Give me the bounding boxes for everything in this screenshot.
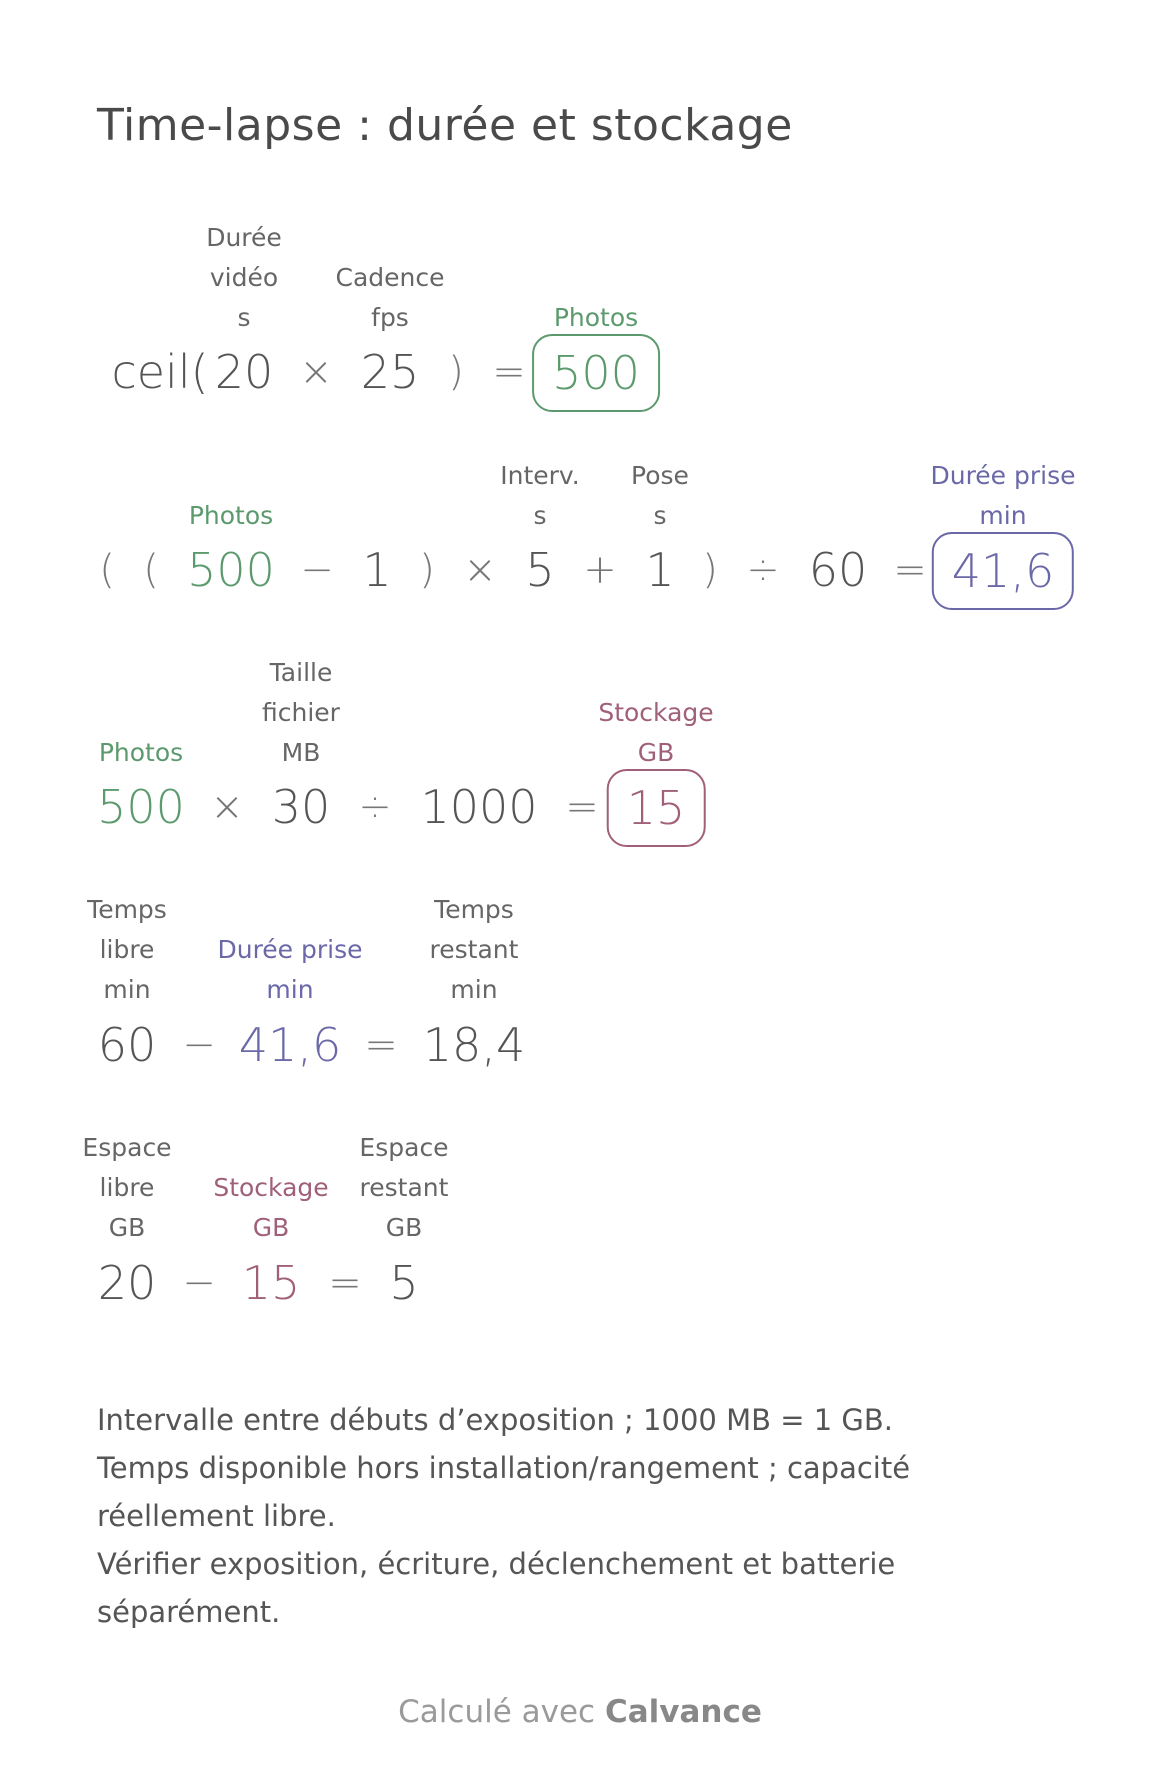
label-photos: Photos	[188, 501, 274, 530]
value-shooting-duration: 41,6	[238, 1018, 342, 1072]
operator-times: ×	[210, 784, 244, 830]
value-remaining-time: 18,4	[422, 1018, 526, 1072]
value-remaining-space: 5	[389, 1256, 419, 1310]
value-video-duration: 20	[214, 345, 274, 399]
operator-equals: =	[565, 784, 599, 830]
page-title: Time-lapse : durée et stockage	[97, 100, 793, 151]
note-line: Vérifier exposition, écriture, déclenchement et batterie séparément.	[97, 1547, 896, 1629]
label-shooting-duration: Durée prise min	[217, 935, 363, 1004]
label-interval: Interv. s	[500, 461, 580, 530]
value-interval: 5	[525, 543, 555, 597]
value-free-time: 60	[97, 1018, 157, 1072]
note-line: Temps disponible hors installation/rangement ; capacité réellement libre.	[97, 1451, 911, 1533]
label-exposure: Pose s	[631, 461, 689, 530]
footer-credit	[0, 1694, 1160, 1730]
operator-minus: −	[182, 1260, 216, 1306]
result-shooting-duration: 41,6	[932, 532, 1074, 610]
paren-open-outer: (	[99, 547, 115, 593]
footer-brand: Calvance	[604, 1694, 762, 1730]
label-storage: Stockage GB	[598, 698, 714, 767]
value-one: 1	[362, 543, 392, 597]
paren-close-outer: )	[702, 547, 718, 593]
operator-times: ×	[463, 547, 497, 593]
operator-minus: −	[300, 547, 334, 593]
value-frame-rate: 25	[360, 345, 420, 399]
ceil-function: ceil(	[111, 345, 209, 399]
label-file-size: Taille fichier MB	[262, 658, 340, 767]
value-storage: 15	[241, 1256, 301, 1310]
operator-plus: +	[583, 547, 617, 593]
operator-minus: −	[182, 1022, 216, 1068]
value-photos: 500	[187, 543, 275, 597]
value-file-size: 30	[271, 780, 331, 834]
operator-equals: =	[328, 1260, 362, 1306]
operator-divide: ÷	[746, 547, 780, 593]
paren-open-inner: (	[143, 547, 159, 593]
label-photos-result: Photos	[553, 303, 639, 332]
footer-prefix: Calculé avec	[398, 1694, 605, 1730]
value-thousand: 1000	[420, 780, 538, 834]
paren-close: )	[448, 349, 464, 395]
operator-equals: =	[364, 1022, 398, 1068]
operator-equals: =	[893, 547, 927, 593]
operator-divide: ÷	[358, 784, 392, 830]
value-photos: 500	[97, 780, 185, 834]
note-line: Intervalle entre débuts d’exposition ; 1000 MB = 1 GB.	[97, 1403, 893, 1437]
label-storage: Stockage GB	[213, 1173, 329, 1242]
label-remaining-time: Temps restant min	[429, 895, 519, 1004]
label-free-space: Espace libre GB	[82, 1133, 172, 1242]
label-photos: Photos	[98, 738, 184, 767]
label-frame-rate: Cadence fps	[335, 263, 445, 332]
paren-close-inner: )	[419, 547, 435, 593]
label-shooting-duration: Durée prise min	[930, 461, 1076, 530]
label-video-duration: Durée vidéo s	[206, 223, 282, 332]
result-storage: 15	[607, 769, 706, 847]
operator-equals: =	[492, 349, 526, 395]
operator-times: ×	[299, 349, 333, 395]
label-free-time: Temps libre min	[87, 895, 167, 1004]
result-photos: 500	[532, 334, 660, 412]
notes	[97, 1396, 997, 1636]
label-remaining-space: Espace restant GB	[359, 1133, 449, 1242]
value-free-space: 20	[97, 1256, 157, 1310]
value-exposure: 1	[645, 543, 675, 597]
value-sixty: 60	[808, 543, 868, 597]
